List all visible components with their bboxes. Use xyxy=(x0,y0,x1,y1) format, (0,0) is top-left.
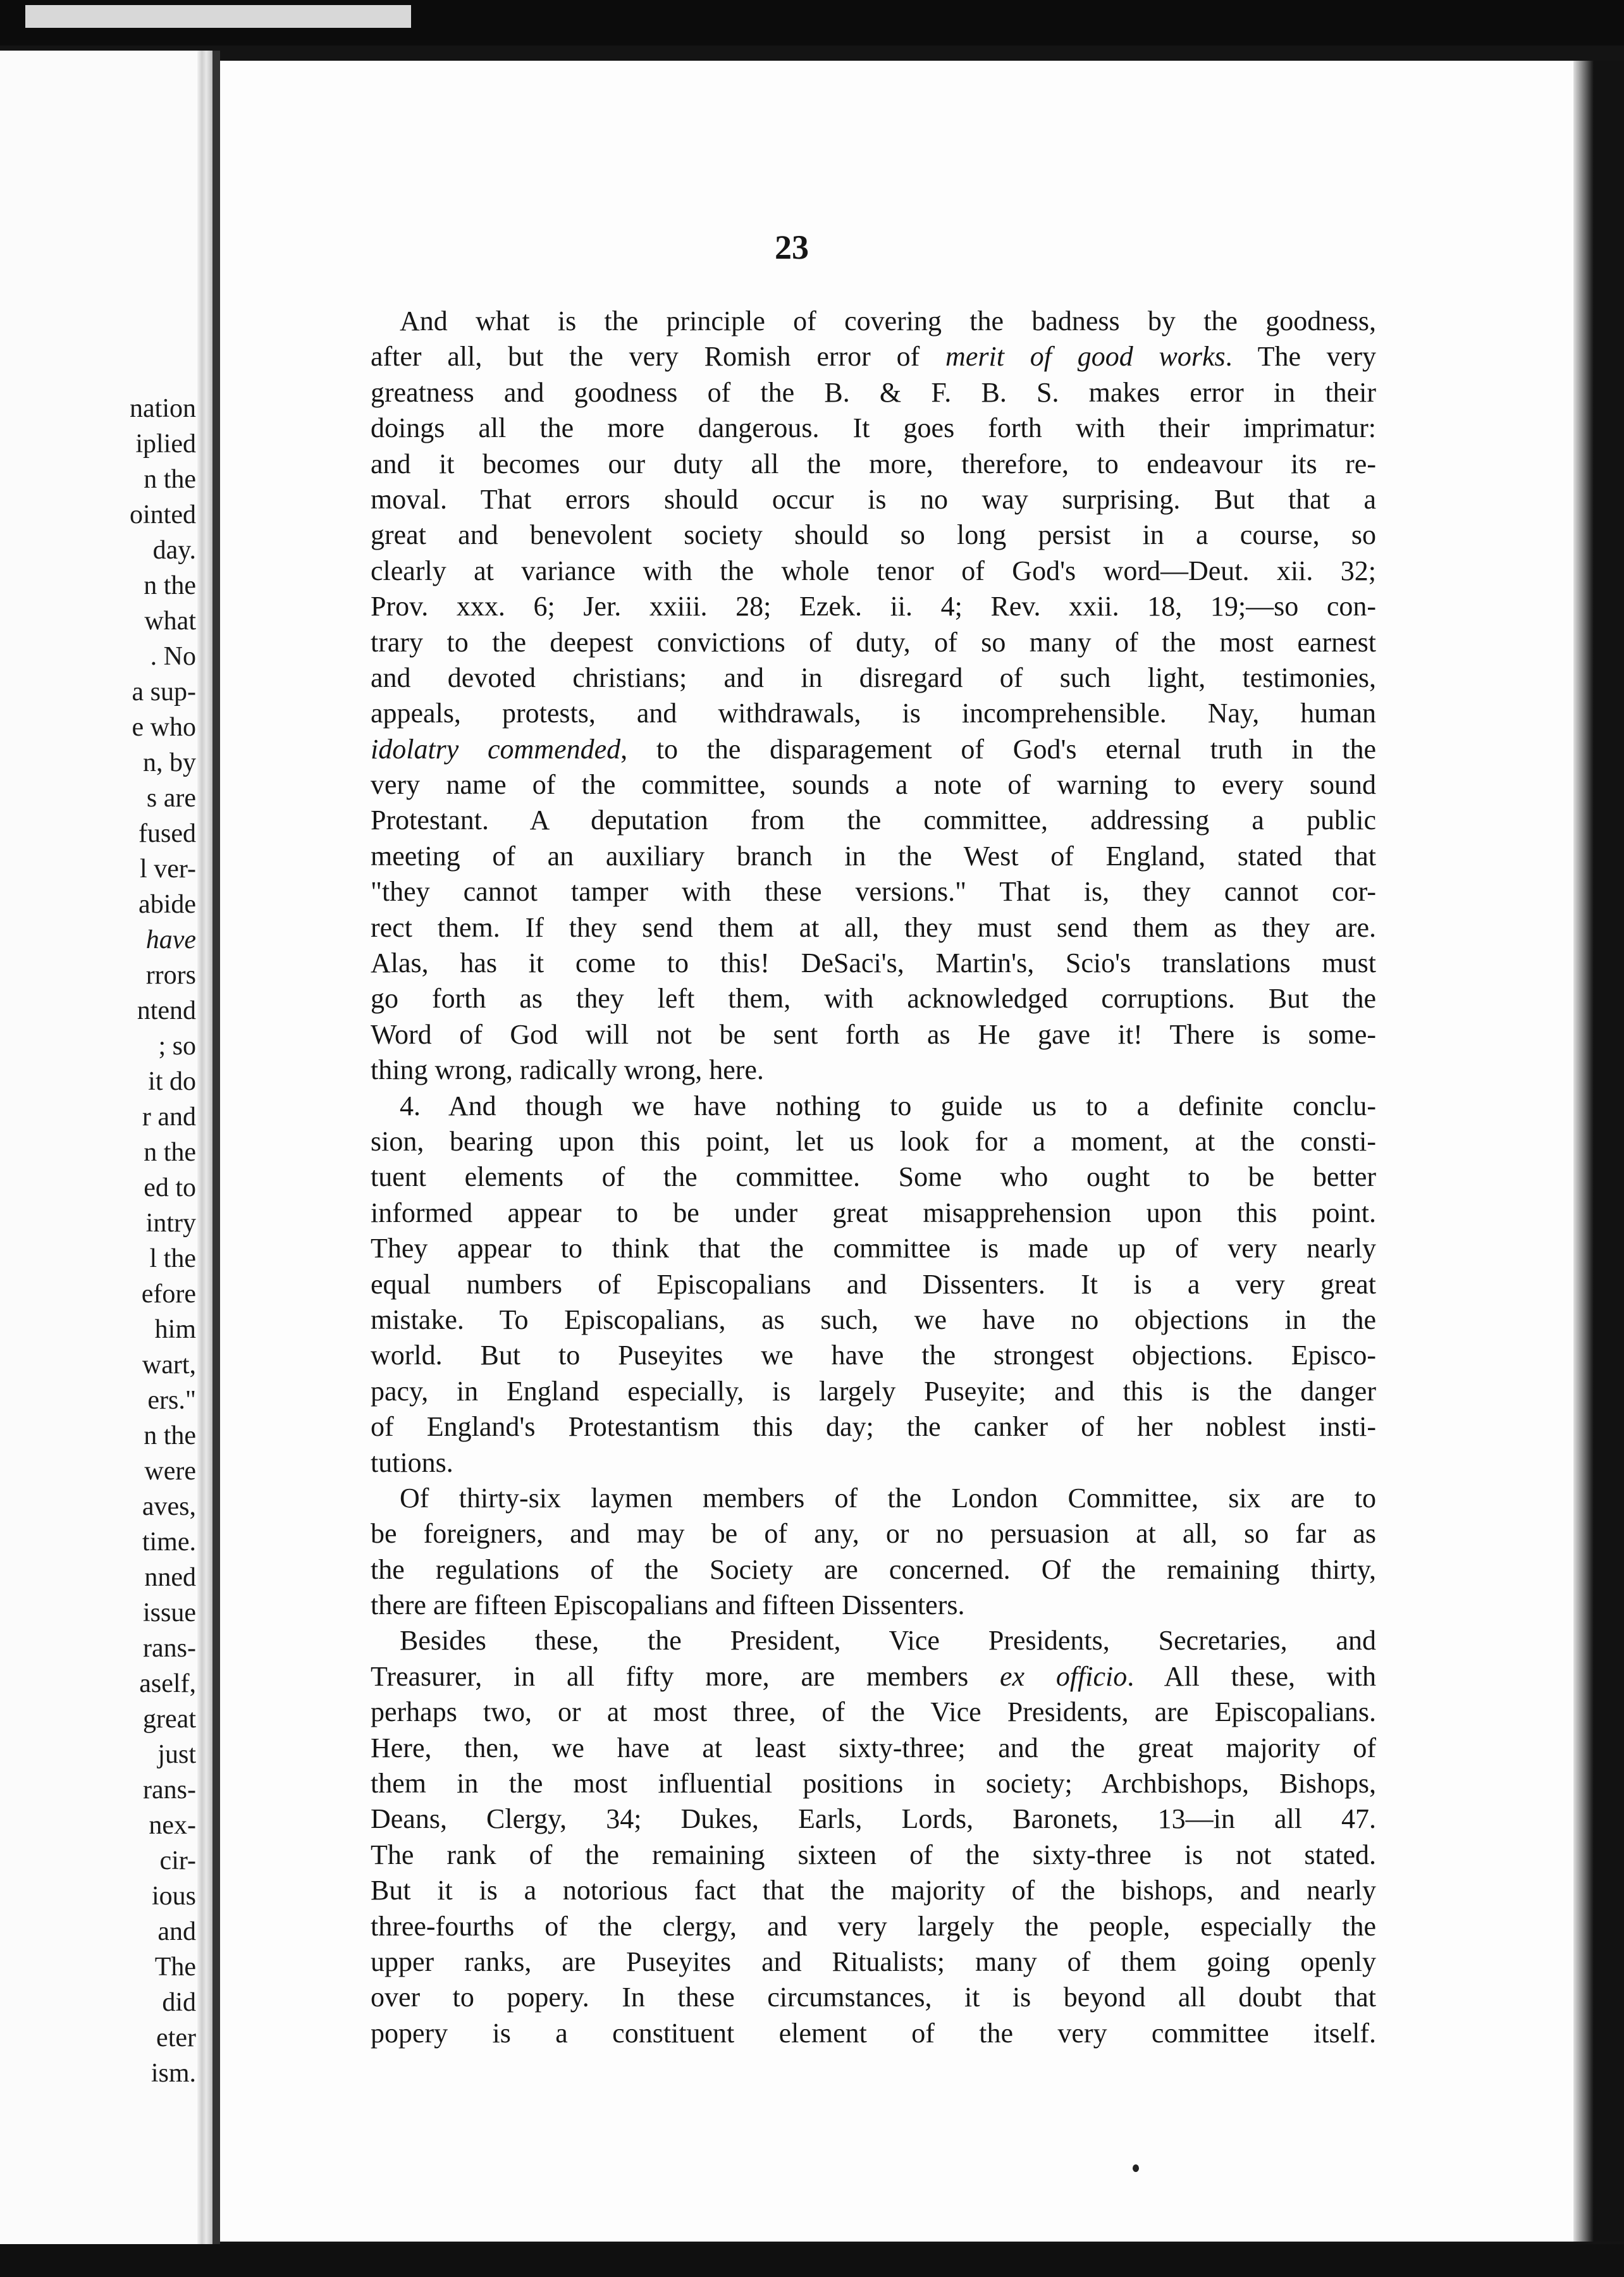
book-gutter xyxy=(212,51,220,2245)
left-fragment-line: ed to xyxy=(144,1173,196,1202)
left-fragment-line: s are xyxy=(146,784,196,813)
text-line: meeting of an auxiliary branch in the West of England, stated that xyxy=(371,840,1376,872)
text-line: equal numbers of Episcopalians and Dissenters. It is a very great xyxy=(371,1268,1376,1300)
left-fragment-line: day. xyxy=(152,536,196,565)
left-fragment-line: did xyxy=(162,1988,196,2017)
left-fragment-line: n the xyxy=(144,571,196,600)
text-line: tuent elements of the committee. Some who ought to be better xyxy=(371,1161,1376,1193)
left-fragment-line: rans- xyxy=(143,1634,196,1663)
text-line: perhaps two, or at most three, of the Vice Presidents, are Episcopalians. xyxy=(371,1696,1376,1728)
left-fragment-line: The xyxy=(154,1953,196,1982)
left-fragment-line: intry xyxy=(145,1209,196,1238)
left-fragment-line: what xyxy=(144,607,196,636)
text-line: appeals, protests, and withdrawals, is incomprehensible. Nay, human xyxy=(371,698,1376,729)
text-line: Alas, has it come to this! DeSaci's, Martin's, Scio's translations must xyxy=(371,947,1376,979)
text-line: idolatry commended, to the disparagement of God's eternal truth in the xyxy=(371,733,1376,765)
left-fragment-line: cir- xyxy=(159,1846,196,1875)
left-fragment-line: n the xyxy=(144,465,196,494)
left-fragment-line: a sup- xyxy=(132,677,196,707)
text-line: 4. And though we have nothing to guide us to a definite conclu- xyxy=(400,1090,1376,1121)
left-fragment-line: have xyxy=(145,925,196,954)
text-line: of England's Protestantism this day; the canker of her noblest insti- xyxy=(371,1411,1376,1443)
italic-phrase: merit of good works xyxy=(945,341,1226,373)
text-line: after all, but the very Romish error of merit of good works. The very xyxy=(371,341,1376,373)
left-fragment-line: time. xyxy=(142,1527,196,1557)
text-line: and devoted christians; and in disregard of such light, testimonies, xyxy=(371,662,1376,693)
text-line: there are fifteen Episcopalians and fifteen Dissenters. xyxy=(371,1589,965,1621)
left-fragment-line: r and xyxy=(142,1102,196,1132)
left-fragment-line: iplied xyxy=(135,429,196,459)
left-fragment-line: just xyxy=(157,1740,196,1769)
text-line: three-fourths of the clergy, and very largely the people, especially the xyxy=(371,1910,1376,1942)
left-fragment-line: great xyxy=(143,1705,196,1734)
text-line: the regulations of the Society are concerned. Of the remaining thirty, xyxy=(371,1553,1376,1585)
left-fragment-line: l ver- xyxy=(140,855,196,884)
left-fragment-line: aself, xyxy=(139,1669,196,1698)
left-fragment-line: nation xyxy=(130,394,196,423)
left-fragment-line: him xyxy=(154,1315,196,1344)
left-fragment-line: abide xyxy=(138,890,196,919)
left-fragment-line: nex- xyxy=(149,1811,196,1840)
left-fragment-line: rrors xyxy=(145,961,196,990)
text-line: Deans, Clergy, 34; Dukes, Earls, Lords, Baronets, 13—in all 47. xyxy=(371,1803,1376,1835)
text-line: doings all the more dangerous. It goes forth with their imprimatur: xyxy=(371,412,1376,444)
text-line: Treasurer, in all fifty more, are members ex officio. All these, with xyxy=(371,1660,1376,1692)
left-fragment-line: n the xyxy=(144,1421,196,1450)
left-fragment-line: fused xyxy=(138,819,196,848)
right-page-edge xyxy=(1573,61,1624,2242)
left-fragment-line: ntend xyxy=(137,996,196,1025)
text-line: Besides these, the President, Vice Presidents, Secretaries, and xyxy=(400,1625,1376,1657)
text-line: "they cannot tamper with these versions." That is, they cannot cor- xyxy=(371,876,1376,908)
text-line: upper ranks, are Puseyites and Ritualists; many of them going openly xyxy=(371,1946,1376,1977)
left-fragment-line: nned xyxy=(144,1563,196,1592)
text-line: Of thirty-six laymen members of the London Committee, six are to xyxy=(400,1482,1376,1514)
scan-top-strip xyxy=(25,5,411,28)
left-fragment-line: ers." xyxy=(147,1386,196,1415)
text-line: Protestant. A deputation from the committee, addressing a public xyxy=(371,805,1376,836)
left-fragment-line: eter xyxy=(156,2023,196,2052)
text-line: Here, then, we have at least sixty-three; and the great majority of xyxy=(371,1732,1376,1763)
italic-phrase: idolatry commended xyxy=(371,733,621,765)
text-line: popery is a constituent element of the very committee itself. xyxy=(371,2017,1376,2049)
left-fragment-line: . No xyxy=(150,642,196,671)
left-fragment-line: issue xyxy=(143,1598,196,1627)
text-line: thing wrong, radically wrong, here. xyxy=(371,1054,764,1086)
text-line: The rank of the remaining sixteen of the sixty-three is not stated. xyxy=(371,1839,1376,1870)
text-line: be foreigners, and may be of any, or no persuasion at all, so far as xyxy=(371,1518,1376,1550)
italic-phrase: ex officio xyxy=(999,1660,1128,1692)
text-line: them in the most influential positions in society; Archbishops, Bishops, xyxy=(371,1768,1376,1799)
left-page xyxy=(0,51,212,2245)
text-line: very name of the committee, sounds a note of warning to every sound xyxy=(371,769,1376,801)
text-line: trary to the deepest convictions of duty, of so many of the most earnest xyxy=(371,626,1376,658)
left-fragment-line: ism. xyxy=(151,2059,196,2088)
text-line: moval. That errors should occur is no way surprising. But that a xyxy=(371,483,1376,515)
left-page-edge xyxy=(197,51,212,2245)
text-line: tutions. xyxy=(371,1447,453,1478)
text-line: But it is a notorious fact that the majority of the bishops, and nearly xyxy=(371,1875,1376,1906)
scan-bottom-border xyxy=(0,2244,1624,2277)
scan-top-border xyxy=(0,0,1624,46)
text-line: and it becomes our duty all the more, therefore, to endeavour its re- xyxy=(371,448,1376,479)
text-line: Word of God will not be sent forth as He gave it! There is some- xyxy=(371,1018,1376,1050)
left-fragment-line: rans- xyxy=(143,1775,196,1805)
left-fragment-line: ointed xyxy=(130,500,196,529)
text-line: informed appear to be under great misapprehension upon this point. xyxy=(371,1197,1376,1228)
page-body-text xyxy=(371,304,1376,2051)
left-fragment-line: n the xyxy=(144,1138,196,1167)
text-line: world. But to Puseyites we have the strongest objections. Episco- xyxy=(371,1340,1376,1371)
text-line: over to popery. In these circumstances, it is beyond all doubt that xyxy=(371,1982,1376,2013)
left-fragment-line: it do xyxy=(148,1067,196,1096)
ink-speck xyxy=(1133,2164,1139,2172)
text-line: rect them. If they send them at all, they must send them as they are. xyxy=(371,911,1376,943)
text-line: And what is the principle of covering the badness by the goodness, xyxy=(400,305,1376,336)
text-line: great and benevolent society should so long persist in a course, so xyxy=(371,519,1376,551)
left-page-text-fragments xyxy=(130,391,196,2091)
left-fragment-line: aves, xyxy=(142,1492,196,1521)
left-fragment-line: n, by xyxy=(143,748,196,777)
text-line: clearly at variance with the whole tenor of God's word—Deut. xii. 32; xyxy=(371,555,1376,586)
left-fragment-line: ious xyxy=(151,1882,196,1911)
text-line: greatness and goodness of the B. & F. B. S. makes error in their xyxy=(371,376,1376,408)
text-line: They appear to think that the committee is made up of very nearly xyxy=(371,1233,1376,1264)
text-line: mistake. To Episcopalians, as such, we have no objections in the xyxy=(371,1304,1376,1335)
text-line: pacy, in England especially, is largely Puseyite; and this is the danger xyxy=(371,1375,1376,1407)
left-fragment-line: ; so xyxy=(158,1032,196,1061)
text-line: go forth as they left them, with acknowledged corruptions. But the xyxy=(371,983,1376,1015)
text-line: sion, bearing upon this point, let us look for a moment, at the consti- xyxy=(371,1125,1376,1157)
left-fragment-line: were xyxy=(144,1457,196,1486)
left-fragment-line: e who xyxy=(132,713,196,742)
text-line: Prov. xxx. 6; Jer. xxiii. 28; Ezek. ii. 4; Rev. xxii. 18, 19;—so con- xyxy=(371,591,1376,622)
left-fragment-line: wart, xyxy=(142,1350,196,1379)
left-fragment-line: efore xyxy=(141,1280,196,1309)
page-number: 23 xyxy=(775,228,809,266)
left-fragment-line: l the xyxy=(149,1244,196,1273)
left-fragment-line: and xyxy=(157,1917,196,1946)
